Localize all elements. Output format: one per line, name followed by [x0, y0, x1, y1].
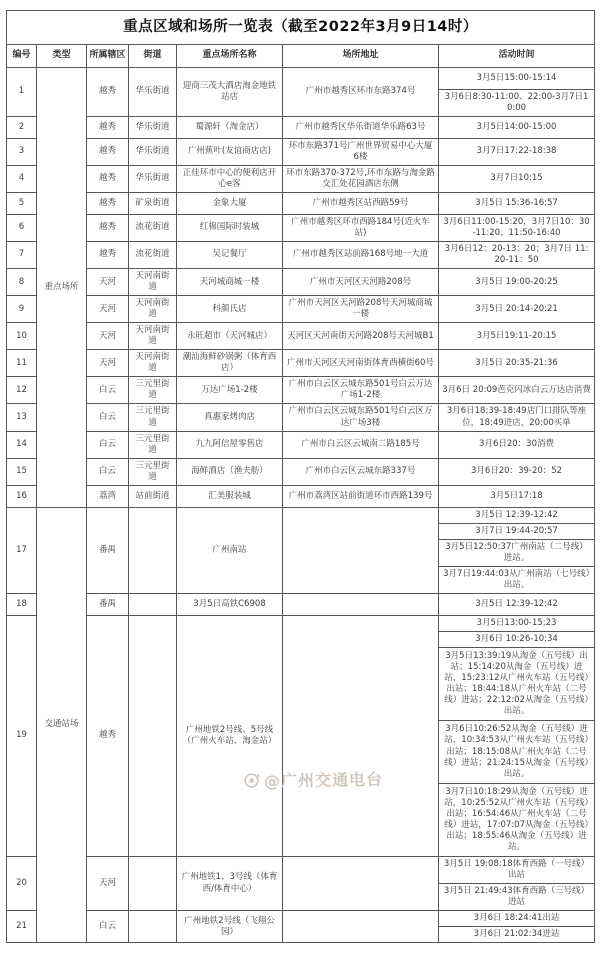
- district-cell: 越秀: [87, 192, 129, 214]
- time-cell: 3月7日10:18:29从淘金（五号线）进站，10:25:52从广州火车站（五号线）出站；16:54:46从广州火车站（二号线）进站，17:07:07从淘金（五号线）出站；18:55:46从淘金（五号线）进站。: [439, 783, 595, 856]
- address-cell: 广州市越秀区华乐街道华乐路63号: [283, 116, 439, 138]
- table-row: [7, 911, 595, 927]
- street-cell: 天河南街道: [129, 296, 177, 323]
- district-cell: 越秀: [87, 165, 129, 192]
- table-row: [7, 594, 595, 616]
- place-cell: 广州南站: [177, 507, 283, 593]
- time-cell: 3月6日 21:02:34进站: [439, 927, 595, 943]
- no-cell: 19: [7, 616, 37, 857]
- time-cell: 3月5日 21:49:43体育西路（三号线）进站: [439, 884, 595, 911]
- no-cell: 6: [7, 214, 37, 241]
- time-cell: 3月6日 10:26-10:34: [439, 632, 595, 648]
- district-cell: 白云: [87, 911, 129, 943]
- time-cell: 3月5日19:11-20:15: [439, 323, 595, 350]
- col-header-no: 编号: [7, 44, 37, 67]
- no-cell: 14: [7, 431, 37, 458]
- table-row: [7, 269, 595, 296]
- no-cell: 16: [7, 485, 37, 507]
- table-row: [7, 116, 595, 138]
- no-cell: 18: [7, 594, 37, 616]
- place-cell: 广州地铁1、3号线（体育西/体育中心）: [177, 856, 283, 910]
- address-cell: 环市东路371号广州世界贸易中心大厦6楼: [283, 138, 439, 165]
- time-cell: 3月6日 18:24:41出站: [439, 911, 595, 927]
- table-row: [7, 138, 595, 165]
- table-row: [7, 323, 595, 350]
- district-cell: 白云: [87, 458, 129, 485]
- no-cell: 17: [7, 507, 37, 593]
- address-cell: 环市东路370-372号,环市东路与淘金路交汇处花园酒店东侧: [283, 165, 439, 192]
- table-row: [7, 616, 595, 632]
- time-cell: 3月6日8:30-11:00、22:00-3月7日10:00: [439, 89, 595, 116]
- no-cell: 8: [7, 269, 37, 296]
- table-row: [7, 485, 595, 507]
- no-cell: 7: [7, 241, 37, 268]
- time-cell: 3月5日 15:36-16:57: [439, 192, 595, 214]
- district-cell: 番禺: [87, 594, 129, 616]
- col-header-address: 场所地址: [283, 44, 439, 67]
- place-cell: 海鲜酒店（渔夫舫）: [177, 458, 283, 485]
- district-cell: 越秀: [87, 241, 129, 268]
- address-cell: [283, 507, 439, 593]
- address-cell: [283, 911, 439, 943]
- address-cell: 广州市越秀区环市东路374号: [283, 67, 439, 116]
- street-cell: 站前街道: [129, 485, 177, 507]
- no-cell: 20: [7, 856, 37, 910]
- report-table: [6, 10, 595, 943]
- address-cell: 广州市白云区云城东路337号: [283, 458, 439, 485]
- col-header-type: 类型: [37, 44, 87, 67]
- time-cell: 3月7日19:44:03从广州南站（七号线）出站。: [439, 566, 595, 593]
- street-cell: 天河南街道: [129, 350, 177, 377]
- time-cell: 3月5日 12:39-12:42: [439, 507, 595, 523]
- time-cell: 3月5日 19:00-20:25: [439, 269, 595, 296]
- address-cell: 广州市天河区天河路208号天河城商城一楼: [283, 296, 439, 323]
- district-cell: 番禺: [87, 507, 129, 593]
- time-cell: 3月5日 20:14-20:21: [439, 296, 595, 323]
- no-cell: 21: [7, 911, 37, 943]
- place-cell: 红棉国际时装城: [177, 214, 283, 241]
- address-cell: 广州市白云区云城南二路185号: [283, 431, 439, 458]
- time-cell: 3月6日18:39-18:49店门口排队等座位，18:49进店，20:00买单: [439, 404, 595, 431]
- table-row: [7, 67, 595, 89]
- type-group-cell: 重点场所: [37, 67, 87, 507]
- no-cell: 13: [7, 404, 37, 431]
- place-cell: 蜀源轩（淘金店）: [177, 116, 283, 138]
- street-cell: 华乐街道: [129, 165, 177, 192]
- address-cell: 广州市越秀区环市西路184号(近火车站): [283, 214, 439, 241]
- street-cell: 天河南街道: [129, 269, 177, 296]
- district-cell: 越秀: [87, 116, 129, 138]
- address-cell: [283, 616, 439, 857]
- district-cell: 越秀: [87, 138, 129, 165]
- table-row: [7, 377, 595, 404]
- table-row: [7, 214, 595, 241]
- place-cell: 迎商三茂大酒店淘金地铁站店: [177, 67, 283, 116]
- time-cell: 3月5日 20:35-21:36: [439, 350, 595, 377]
- district-cell: 越秀: [87, 616, 129, 857]
- col-header-time: 活动时间: [439, 44, 595, 67]
- table-row: [7, 165, 595, 192]
- place-cell: 金象大厦: [177, 192, 283, 214]
- no-cell: 5: [7, 192, 37, 214]
- district-cell: 天河: [87, 323, 129, 350]
- time-cell: 3月5日 19:08:18体育西路（一号线）出站: [439, 856, 595, 883]
- time-cell: 3月6日12：20-13：20；3月7日 11:20-11：50: [439, 241, 595, 268]
- place-cell: 真惠家烤肉店: [177, 404, 283, 431]
- address-cell: 广州市越秀区站西路59号: [283, 192, 439, 214]
- title-row: [7, 11, 595, 45]
- time-cell: 3月7日 19:44-20:57: [439, 523, 595, 539]
- time-cell: 3月6日10:26:52从淘金（五号线）进站，10:34:53从广州火车站（五号线）出站；18:15:08从广州火车站（二号线）进站；21:24:15从淘金（五号线）出站。: [439, 721, 595, 783]
- time-cell: 3月6日20：39-20：52: [439, 458, 595, 485]
- time-cell: 3月5日14:00-15:00: [439, 116, 595, 138]
- place-cell: 永旺超市（天河城店）: [177, 323, 283, 350]
- district-cell: 天河: [87, 296, 129, 323]
- address-cell: 广州市荔湾区站前街道环市西路139号: [283, 485, 439, 507]
- address-cell: 广州市天河区天河路208号: [283, 269, 439, 296]
- district-cell: 荔湾: [87, 485, 129, 507]
- place-cell: 广州地铁2号线（飞翔公园）: [177, 911, 283, 943]
- address-cell: 广州市白云区云城东路501号白云万达广场1-2楼: [283, 377, 439, 404]
- no-cell: 4: [7, 165, 37, 192]
- street-cell: 流花街道: [129, 214, 177, 241]
- address-cell: 广州市天河区天河南街体育西横街60号: [283, 350, 439, 377]
- no-cell: 11: [7, 350, 37, 377]
- table-row: [7, 458, 595, 485]
- district-cell: 越秀: [87, 67, 129, 116]
- no-cell: 3: [7, 138, 37, 165]
- street-cell: 三元里街道: [129, 377, 177, 404]
- place-cell: 正佳环市中心的便利店开心e客: [177, 165, 283, 192]
- district-cell: 白云: [87, 377, 129, 404]
- place-cell: 九九阿信屋零售店: [177, 431, 283, 458]
- col-header-place: 重点场所名称: [177, 44, 283, 67]
- place-cell: 广州地铁2号线、5号线（广州火车站、淘金站）: [177, 616, 283, 857]
- address-cell: 天河区天河南街天河路208号天河城B1: [283, 323, 439, 350]
- district-cell: 白云: [87, 404, 129, 431]
- col-header-street: 街道: [129, 44, 177, 67]
- time-cell: 3月6日20：30消费: [439, 431, 595, 458]
- time-cell: 3月5日13:39:19从淘金（五号线）出站；15:14:20从淘金（五号线）进站，15:23:12从广州火车站（五号线）出站；18:44:18从广州火车站（二号线）进站；22:12:02从淘金（五号线）出站。: [439, 648, 595, 721]
- street-cell: 三元里街道: [129, 458, 177, 485]
- no-cell: 10: [7, 323, 37, 350]
- street-cell: 矿泉街道: [129, 192, 177, 214]
- address-cell: [283, 594, 439, 616]
- place-cell: 汇美服装城: [177, 485, 283, 507]
- table-row: [7, 431, 595, 458]
- watermark-text: @广州交通电台: [263, 769, 384, 791]
- place-cell: 天河城商城一楼: [177, 269, 283, 296]
- address-cell: [283, 856, 439, 910]
- street-cell: [129, 616, 177, 857]
- page-title: 重点区域和场所一览表（截至2022年3月9日14时）: [7, 11, 595, 45]
- time-cell: 3月6日11:00-15:20，3月7日10：30-11:20、11:50-16:40: [439, 214, 595, 241]
- time-cell: 3月5日12:50:37广州南站（二号线）进站。: [439, 539, 595, 566]
- col-header-district: 所属辖区: [87, 44, 129, 67]
- district-cell: 天河: [87, 856, 129, 910]
- header-row: [7, 44, 595, 67]
- place-cell: 广州蕉叶(友谊商店店): [177, 138, 283, 165]
- district-cell: 天河: [87, 350, 129, 377]
- street-cell: 三元里街道: [129, 431, 177, 458]
- street-cell: 三元里街道: [129, 404, 177, 431]
- no-cell: 9: [7, 296, 37, 323]
- time-cell: 3月7日17:22-18:38: [439, 138, 595, 165]
- street-cell: 华乐街道: [129, 116, 177, 138]
- time-cell: 3月5日15:00-15:14: [439, 67, 595, 89]
- table-row: [7, 507, 595, 523]
- place-cell: 3月5日高铁C6908: [177, 594, 283, 616]
- time-cell: 3月5日13:00-15:23: [439, 616, 595, 632]
- table-row: [7, 350, 595, 377]
- table-row: [7, 856, 595, 883]
- street-cell: [129, 911, 177, 943]
- table-row: [7, 241, 595, 268]
- address-cell: 广州市白云区云城东路501号白云区万达广场3楼: [283, 404, 439, 431]
- street-cell: 天河南街道: [129, 323, 177, 350]
- no-cell: 12: [7, 377, 37, 404]
- place-cell: 潮汕海鲜砂锅粥（体育西店）: [177, 350, 283, 377]
- table-row: [7, 296, 595, 323]
- street-cell: [129, 507, 177, 593]
- place-cell: 科颜氏店: [177, 296, 283, 323]
- street-cell: [129, 856, 177, 910]
- no-cell: 2: [7, 116, 37, 138]
- time-cell: 3月6日 20:09芭克闪冰白云万达店消费: [439, 377, 595, 404]
- address-cell: 广州市越秀区站前路168号地一大道: [283, 241, 439, 268]
- street-cell: 华乐街道: [129, 67, 177, 116]
- district-cell: 白云: [87, 431, 129, 458]
- time-cell: 3月7日10:15: [439, 165, 595, 192]
- type-group-cell: 交通站场: [37, 507, 87, 942]
- no-cell: 15: [7, 458, 37, 485]
- time-cell: 3月5日 12:39-12:42: [439, 594, 595, 616]
- street-cell: 华乐街道: [129, 138, 177, 165]
- no-cell: 1: [7, 67, 37, 116]
- district-cell: 天河: [87, 269, 129, 296]
- street-cell: 流花街道: [129, 241, 177, 268]
- place-cell: 万达广场1-2楼: [177, 377, 283, 404]
- table-row: [7, 404, 595, 431]
- table-row: [7, 192, 595, 214]
- street-cell: [129, 594, 177, 616]
- place-cell: 吴记餐厅: [177, 241, 283, 268]
- time-cell: 3月5日17:18: [439, 485, 595, 507]
- district-cell: 越秀: [87, 214, 129, 241]
